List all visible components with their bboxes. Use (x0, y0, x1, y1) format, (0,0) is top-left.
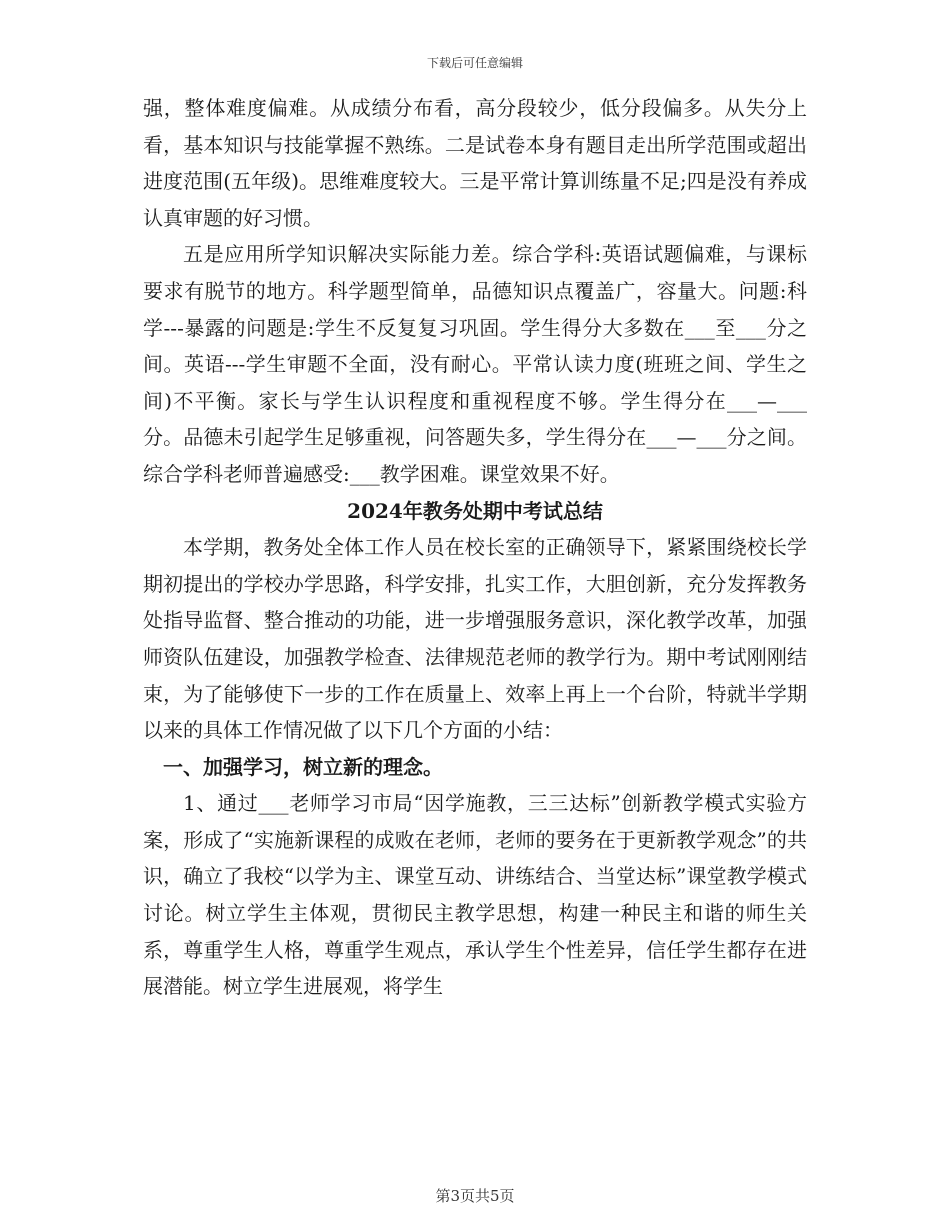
page-footer: 第3页共5页 (435, 1187, 515, 1205)
document-body (143, 90, 807, 1005)
section-heading-1: 一、加强学习，树立新的理念。 (163, 754, 443, 779)
paragraph-subject-analysis: 五是应用所学知识解决实际能力差。综合学科:英语试题偏难，与课标要求有脱节的地方。科学题型简单，品德知识点覆盖广，容量大。问题:科学---暴露的问题是:学生不反复复习巩固。学生得分大多数在___至___分之间。英语---学生审题不全面，没有耐心。平常认读力度(班班之间、学生之间)不平衡。家长与学生认识程度和重视程度不够。学生得分在___—___分。品德未引起学生足够重视，问答题失多，学生得分在___—___分之间。综合学科老师普遍感受:___教学困难。课堂效果不好。 (143, 242, 807, 486)
intro-paragraph: 本学期，教务处全体工作人员在校长室的正确领导下，紧紧围绕校长学期初提出的学校办学思路，科学安排，扎实工作，大胆创新，充分发挥教务处指导监督、整合推动的功能，进一步增强服务意识，深化教学改革，加强师资队伍建设，加强教学检查、法律规范老师的教学行为。期中考试刚刚结束，为了能够使下一步的工作在质量上、效率上再上一个台阶，特就半学期以来的具体工作情况做了以下几个方面的小结： (143, 535, 807, 743)
continued-paragraph: 强，整体难度偏难。从成绩分布看，高分段较少，低分段偏多。从失分上看，基本知识与技能掌握不熟练。二是试卷本身有题目走出所学范围或超出进度范围(五年级)。思维难度较大。三是平常计算训练量不足;四是没有养成认真审题的好习惯。 (143, 96, 807, 230)
section-1-paragraph: 1、通过___老师学习市局“因学施教，三三达标”创新教学模式实验方案，形成了“实施新课程的成败在老师，老师的要务在于更新教学观念”的共识，确立了我校“以学为主、课堂互动、讲练结合、当堂达标”课堂教学模式讨论。树立学生主体观，贯彻民主教学思想，构建一种民主和谐的师生关系，尊重学生人格，尊重学生观点，承认学生个性差异，信任学生都存在进展潜能。树立学生进展观，将学生 (143, 791, 807, 999)
page-header: 下载后可任意编辑 (426, 56, 523, 70)
document-title: 2024年教务处期中考试总结 (347, 498, 603, 523)
